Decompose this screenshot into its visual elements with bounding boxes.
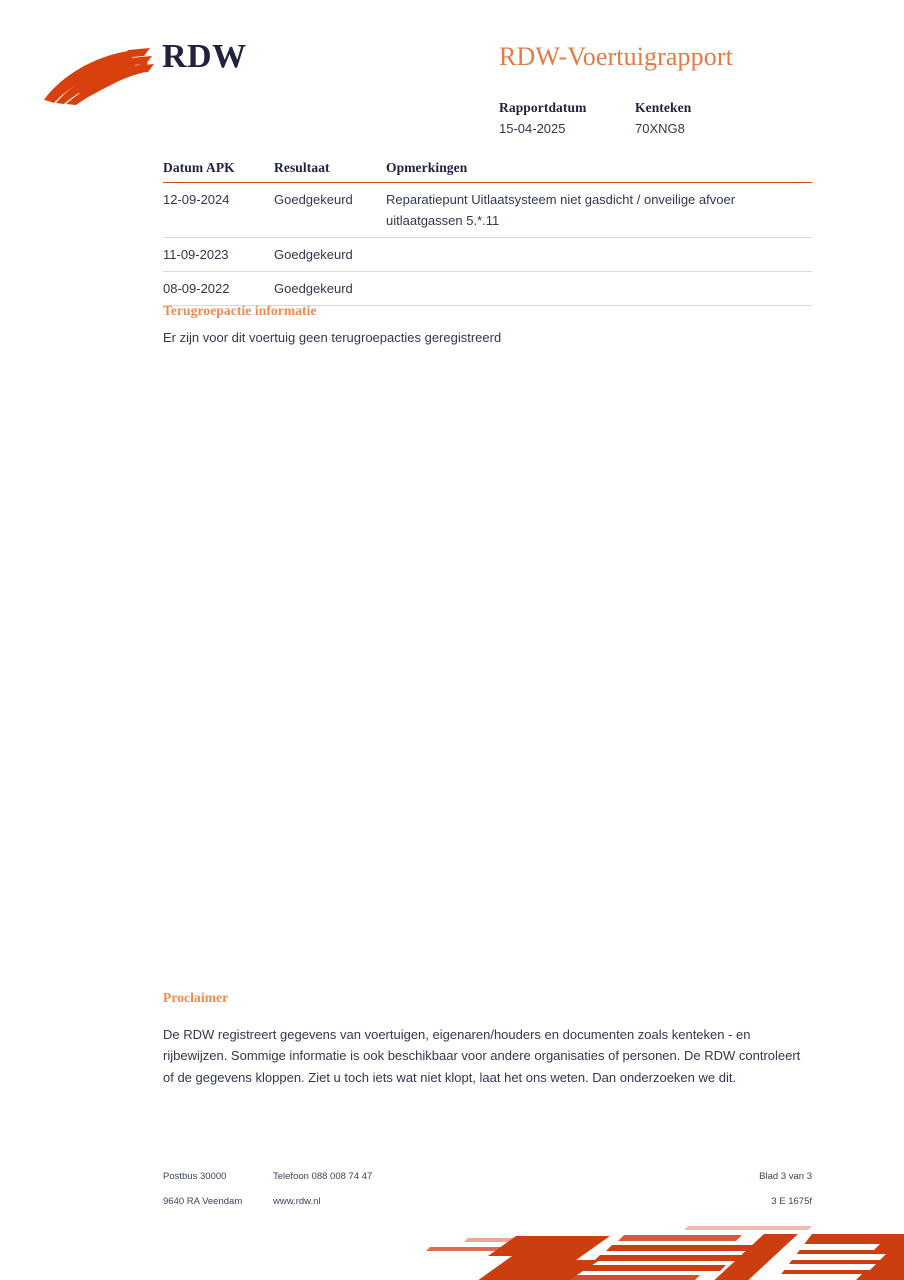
column-header-remarks: Opmerkingen bbox=[386, 160, 468, 175]
rapportdatum-label: Rapportdatum bbox=[499, 100, 587, 115]
cell-result: Goedgekeurd bbox=[274, 192, 353, 207]
recall-text: Er zijn voor dit voertuig geen terugroepacties geregistreerd bbox=[163, 330, 502, 345]
page-footer bbox=[163, 1170, 812, 1221]
cell-remarks: Reparatiepunt Uitlaatsysteem niet gasdicht / onveilige afvoer uitlaatgassen 5.*.11 bbox=[386, 192, 736, 229]
report-meta bbox=[499, 98, 771, 138]
rapportdatum-value: 15-04-2025 bbox=[499, 120, 566, 136]
apk-history-table bbox=[163, 160, 812, 306]
cell-date: 08-09-2022 bbox=[163, 281, 230, 297]
column-header-result: Resultaat bbox=[274, 160, 330, 175]
footer-postbus: Postbus 30000 bbox=[163, 1171, 227, 1182]
table-row bbox=[163, 183, 812, 238]
footer-row-top bbox=[163, 1170, 812, 1184]
cell-date: 11-09-2023 bbox=[163, 247, 229, 263]
recall-heading: Terugroepactie informatie bbox=[163, 303, 317, 318]
footer-city: 9640 RA Veendam bbox=[163, 1196, 243, 1208]
footer-row-bottom bbox=[163, 1195, 812, 1209]
meta-rapportdatum bbox=[499, 98, 635, 138]
table-row bbox=[163, 272, 812, 306]
kenteken-label: Kenteken bbox=[635, 100, 692, 115]
kenteken-value: 70XNG8 bbox=[635, 120, 685, 136]
disclaimer-section bbox=[163, 990, 803, 1088]
table-row bbox=[163, 238, 812, 272]
bottom-speedline-graphic-icon bbox=[0, 1220, 904, 1280]
footer-telephone: Telefoon 088 008 74 47 bbox=[273, 1171, 373, 1182]
meta-kenteken bbox=[635, 98, 771, 138]
disclaimer-text: De RDW registreert gegevens van voertuigen, eigenaren/houders en documenten zoals kenteken - en rijbewijzen. Sommige informatie is ook beschikbaar voor andere organisaties of personen. De RDW controleert of de gegevens kloppen. Ziet u toch iets wat niet klopt, laat het ons weten. Dan onderzoeken we dit. bbox=[163, 1027, 801, 1085]
table-header-row bbox=[163, 160, 812, 183]
footer-form-code: 3 E 1675f bbox=[771, 1196, 812, 1208]
cell-date: 12-09-2024 bbox=[163, 192, 230, 207]
recall-information-section bbox=[163, 303, 803, 348]
rdw-feather-logo-icon bbox=[42, 44, 164, 106]
cell-result: Goedgekeurd bbox=[274, 247, 353, 263]
rdw-wordmark: RDW bbox=[162, 38, 247, 75]
footer-website[interactable]: www.rdw.nl bbox=[273, 1196, 321, 1208]
disclaimer-heading: Proclaimer bbox=[163, 990, 229, 1005]
cell-result: Goedgekeurd bbox=[274, 281, 353, 297]
footer-page-indicator: Blad 3 van 3 bbox=[759, 1171, 812, 1182]
page-title: RDW-Voertuigrapport bbox=[499, 42, 733, 71]
column-header-date: Datum APK bbox=[163, 160, 235, 175]
